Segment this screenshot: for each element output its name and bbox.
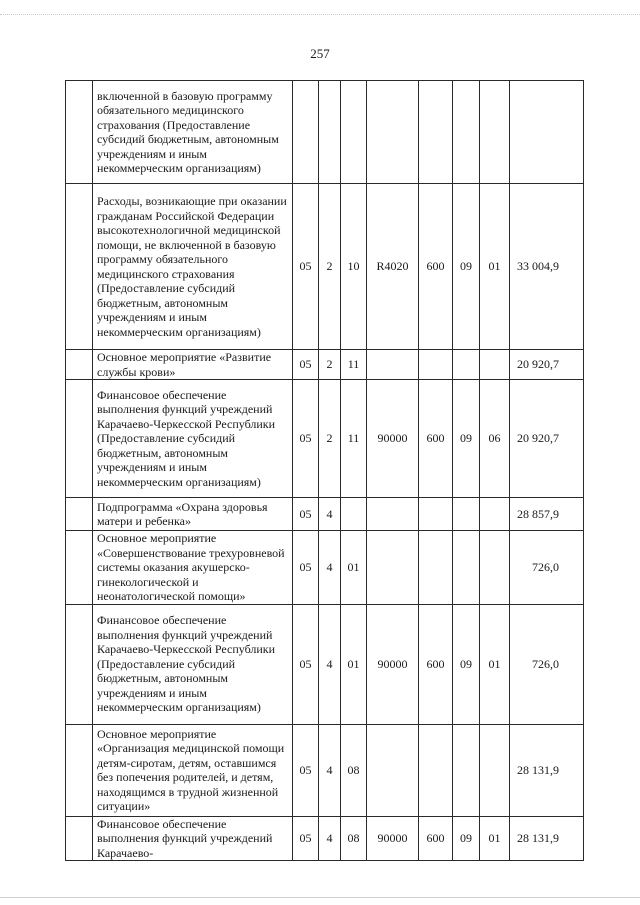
subprogram-code: 4 [319,604,341,724]
program-code: 05 [293,350,319,380]
item-name: Расходы, возникающие при оказании гражданам Российской Федерации высокотехнологичной медицинской помощи, не включенной в базовую программу обязательного медицинского страхования (Предоставление субсидий бюджетным, автономным учреждениям и иным некоммерческим организациям) [93,184,293,350]
table-row [66,81,584,184]
section-code [453,531,480,605]
main-activity-code: 10 [341,184,367,350]
section-code [453,81,480,184]
amount-value [510,81,584,184]
item-name: Основное мероприятие «Организация медицинской помощи детям-сиротам, детям, оставшимся без попечения родителей, и детям, находящимся в трудной жизненной ситуации» [93,724,293,816]
subsection-code: 06 [480,380,510,498]
row-number-cell [66,724,93,816]
section-code: 09 [453,184,480,350]
table-row [66,498,584,531]
expense-type-code: 600 [419,816,453,861]
main-activity-code [341,498,367,531]
scan-edge-bottom [0,897,640,898]
section-code [453,350,480,380]
section-code: 09 [453,380,480,498]
program-code: 05 [293,498,319,531]
subsection-code [480,724,510,816]
table-row [66,724,584,816]
item-name: включенной в базовую программу обязательного медицинского страхования (Предоставление субсидий бюджетным, автономным учреждениям и иным некоммерческим организациям) [93,81,293,184]
item-name: Финансовое обеспечение выполнения функций учреждений Карачаево-Черкесской Республики (Предоставление субсидий бюджетным, автономным учреждениям и иным некоммерческим организациям) [93,604,293,724]
subprogram-code: 2 [319,350,341,380]
expense-type-code [419,531,453,605]
amount-value: 28 857,9 [510,498,584,531]
budget-table [65,80,584,861]
subsection-code: 01 [480,816,510,861]
table-row [66,350,584,380]
subsection-code: 01 [480,604,510,724]
table-row [66,184,584,350]
subprogram-code: 4 [319,498,341,531]
expense-type-code [419,81,453,184]
section-code: 09 [453,604,480,724]
subprogram-code: 2 [319,184,341,350]
expense-direction-code: 90000 [367,604,419,724]
subprogram-code: 4 [319,724,341,816]
subsection-code [480,531,510,605]
table-row [66,531,584,605]
table-body [66,81,584,861]
amount-value: 28 131,9 [510,724,584,816]
item-name: Финансовое обеспечение выполнения функций учреждений Карачаево- [93,816,293,861]
subprogram-code: 4 [319,531,341,605]
expense-type-code [419,724,453,816]
row-number-cell [66,350,93,380]
main-activity-code: 08 [341,816,367,861]
table-row [66,604,584,724]
program-code [293,81,319,184]
amount-value: 28 131,9 [510,816,584,861]
expense-type-code: 600 [419,604,453,724]
main-activity-code: 11 [341,350,367,380]
expense-direction-code [367,81,419,184]
scan-edge-top [0,14,640,15]
main-activity-code: 11 [341,380,367,498]
subsection-code [480,498,510,531]
subsection-code [480,81,510,184]
expense-direction-code [367,498,419,531]
expense-type-code: 600 [419,184,453,350]
section-code: 09 [453,816,480,861]
expense-type-code [419,350,453,380]
section-code [453,498,480,531]
row-number-cell [66,380,93,498]
page-number: 257 [310,46,330,61]
item-name: Подпрограмма «Охрана здоровья матери и ребенка» [93,498,293,531]
main-activity-code: 01 [341,531,367,605]
program-code: 05 [293,724,319,816]
amount-value: 33 004,9 [510,184,584,350]
expense-direction-code: 90000 [367,380,419,498]
row-number-cell [66,816,93,861]
main-activity-code [341,81,367,184]
subprogram-code: 2 [319,380,341,498]
amount-value: 726,0 [510,604,584,724]
expense-direction-code: 90000 [367,816,419,861]
expense-direction-code [367,350,419,380]
row-number-cell [66,498,93,531]
subprogram-code: 4 [319,816,341,861]
expense-direction-code [367,531,419,605]
program-code: 05 [293,531,319,605]
subprogram-code [319,81,341,184]
program-code: 05 [293,816,319,861]
table-row [66,816,584,861]
section-code [453,724,480,816]
program-code: 05 [293,380,319,498]
row-number-cell [66,604,93,724]
program-code: 05 [293,184,319,350]
amount-value: 20 920,7 [510,380,584,498]
subsection-code [480,350,510,380]
program-code: 05 [293,604,319,724]
main-activity-code: 01 [341,604,367,724]
row-number-cell [66,184,93,350]
expense-direction-code [367,724,419,816]
expense-type-code: 600 [419,380,453,498]
subsection-code: 01 [480,184,510,350]
amount-value: 20 920,7 [510,350,584,380]
row-number-cell [66,531,93,605]
amount-value: 726,0 [510,531,584,605]
row-number-cell [66,81,93,184]
item-name: Финансовое обеспечение выполнения функций учреждений Карачаево-Черкесской Республики (Предоставление субсидий бюджетным, автономным учреждениям и иным некоммерческим организациям) [93,380,293,498]
main-activity-code: 08 [341,724,367,816]
expense-direction-code: R4020 [367,184,419,350]
item-name: Основное мероприятие «Совершенствование трехуровневой системы оказания акушерско-гинекологической и неонатологической помощи» [93,531,293,605]
item-name: Основное мероприятие «Развитие службы крови» [93,350,293,380]
expense-type-code [419,498,453,531]
table-row [66,380,584,498]
